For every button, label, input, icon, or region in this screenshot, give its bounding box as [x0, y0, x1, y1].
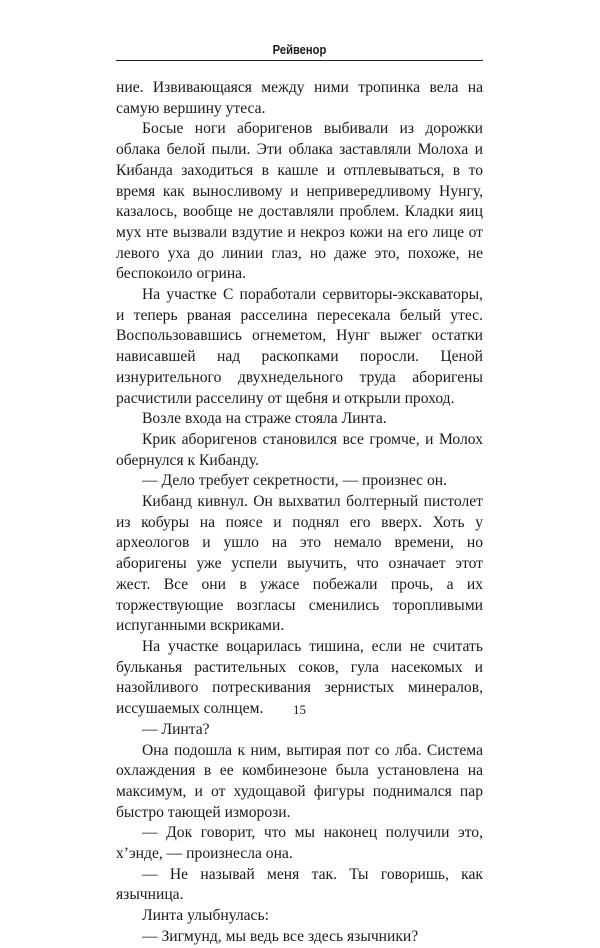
paragraph: Крик аборигенов становился все громче, и Молох обернулся к Кибанду.: [116, 430, 483, 469]
dialogue-line: — Линта?: [142, 720, 210, 738]
body-text: [116, 78, 483, 948]
paragraph-continuation: ние. Извивающаяся между ними тропинка вела на самую вершину утеса.: [116, 79, 483, 117]
running-header: Рейвенор: [272, 42, 327, 57]
paragraph: Она подошла к ним, вытирая пот со лба. Система охлаждения в ее комбинезоне была установлена на максимум, и от худощавой фигуры поднимался пар быстро тающей изморози.: [116, 741, 483, 821]
dialogue-line: — Док говорит, что мы наконец получили это, х’энде, — произнесла она.: [116, 824, 483, 863]
paragraph: На участке воцарилась тишина, если не считать бульканья растительных соков, гула насекомых и назойливого потрескивания зернистых минералов, иссушаемых солнцем.: [116, 637, 483, 718]
paragraph: На участке С поработали сервиторы-экскаваторы, и теперь рваная расселина пересекала белый утес. Воспользовавшись огнеметом, Нунг выжег остатки нависавшей над раскопками поросли. Ценой изнурительного двухнедельного труда аборигены расчистили расселину от щебня и открыли проход.: [116, 286, 483, 407]
header-rule: [116, 60, 483, 61]
dialogue-line: — Зигмунд, мы ведь все здесь язычники?: [142, 927, 419, 945]
paragraph: Кибанд кивнул. Он выхватил болтерный пистолет из кобуры на поясе и поднял его вверх. Хоть у археологов и ушло на это немало времени, но аборигены уже успели выучить, что означает этот жест. Все они в ужасе побежали прочь, а их торжествующие возгласы сменились торопливыми испуганными вскриками.: [116, 493, 483, 635]
paragraph: Линта улыбнулась:: [142, 907, 269, 925]
paragraph: Босые ноги аборигенов выбивали из дорожки облака белой пыли. Эти облака заставляли Молоха и Кибанда заходиться в кашле и отплевываться, в то время как выносливому и непривередливому Нунгу, казалось, вообще не доставляли проблем. Кладки яиц мух нте вызвали вздутие и некроз кожи на его лице от левого уха до линии глаз, но даже это, похоже, не беспокоило огрина.: [116, 120, 483, 283]
paragraph: Возле входа на страже стояла Линта.: [142, 410, 387, 428]
dialogue-line: — Не называй меня так. Ты говоришь, как язычница.: [116, 865, 483, 904]
dialogue-line: — Дело требует секретности, — произнес он.: [142, 472, 448, 490]
page-number: 15: [293, 702, 306, 717]
